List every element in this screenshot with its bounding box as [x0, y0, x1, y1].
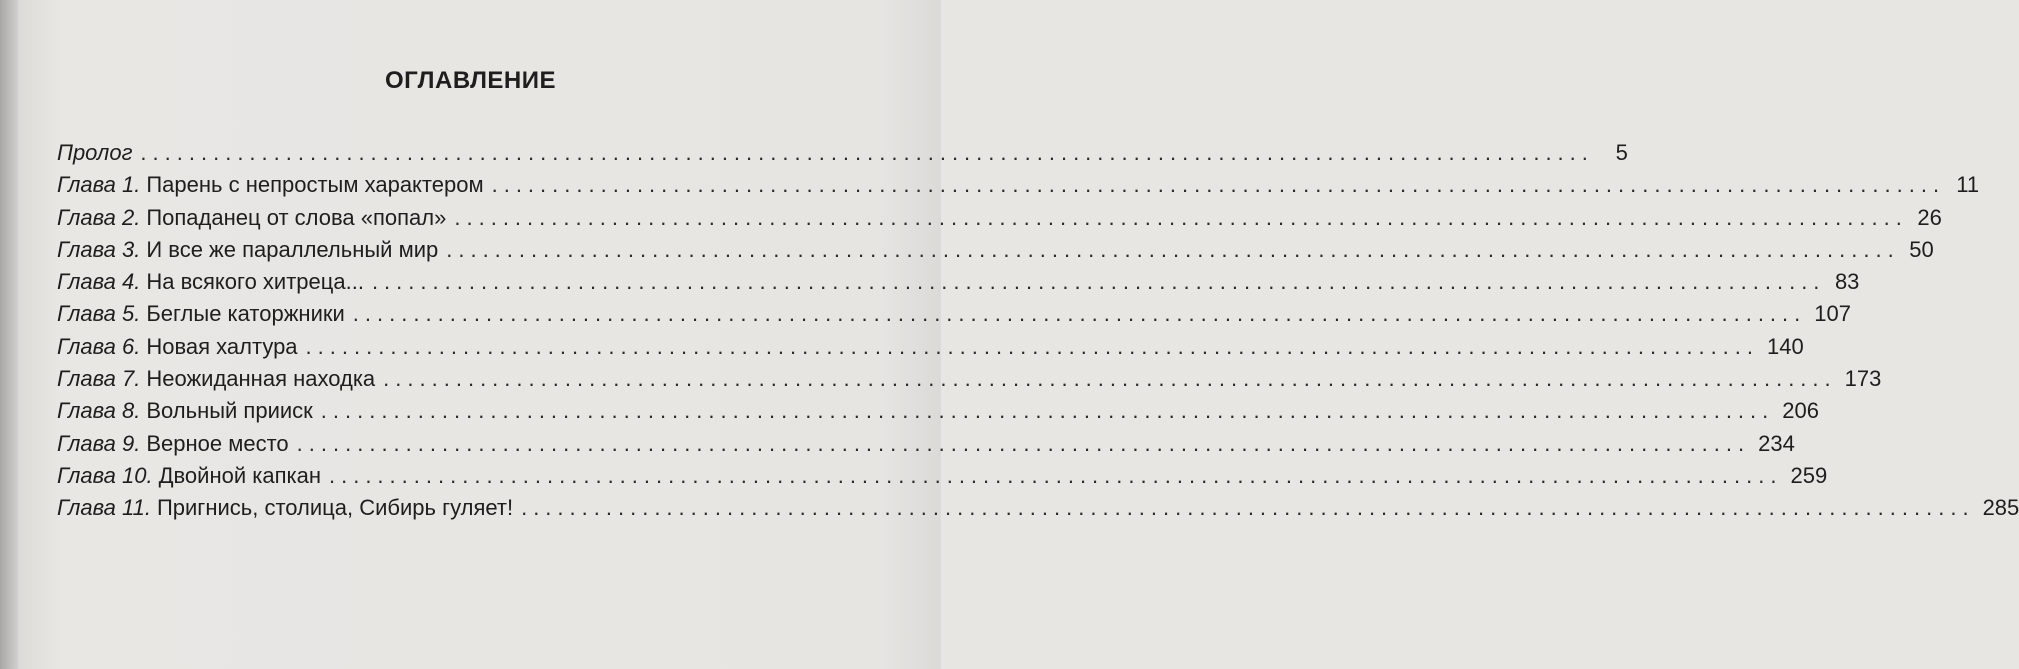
dot-leader: ........................................................................................................................: [383, 366, 1837, 392]
toc-entry-label: Глава 1.: [57, 172, 141, 198]
toc-entry-label: Пролог: [57, 140, 133, 165]
toc-entry: [57, 172, 1980, 204]
toc-entry-label: Глава 3.: [57, 236, 141, 262]
book-spine-shadow: [0, 0, 18, 669]
dot-leader: ........................................................................................................................: [352, 301, 1807, 327]
dot-leader: ........................................................................................................................: [328, 462, 1783, 488]
toc-entry-page-number: 26: [1917, 204, 1942, 230]
dot-leader: ........................................................................................................................: [296, 430, 1751, 456]
toc-entry: [57, 462, 1828, 495]
dot-leader: ........................................................................................................................: [521, 495, 1975, 521]
toc-entry-label: Глава 7.: [57, 366, 141, 392]
toc-entry-page-number: 206: [1782, 398, 1819, 424]
toc-entry-title: И все же параллельный мир: [146, 236, 439, 262]
toc-entry-title: Беглые каторжники: [146, 301, 345, 327]
toc-entry-page-number: 5: [1615, 140, 1628, 165]
toc-entry: [57, 366, 1882, 398]
toc-entry-label: Глава 6.: [57, 333, 141, 359]
toc-entry-page-number: 140: [1767, 333, 1804, 359]
toc-entry: [57, 398, 1819, 430]
toc-entry-title: Новая халтура: [146, 333, 298, 359]
toc-entry-page-number: 107: [1814, 301, 1851, 327]
dot-leader: ........................................................................................................................: [491, 172, 1946, 198]
toc-entry-page-number: 11: [1956, 172, 1980, 198]
toc-entry-page-number: 173: [1844, 366, 1882, 392]
toc-entry-title: Двойной капкан: [158, 462, 321, 488]
toc-entry-page-number: 50: [1909, 236, 1934, 262]
toc-entry-label: Глава 9.: [57, 430, 141, 456]
toc-entry: [57, 204, 1942, 237]
toc-entry-label: Глава 10.: [57, 462, 153, 488]
toc-entry-title: Верное место: [146, 430, 289, 456]
dot-leader: ........................................................................................................................: [320, 398, 1775, 424]
toc-entry-label: Глава 11.: [57, 495, 151, 521]
toc-entry-title: Парень с непростым характером: [146, 172, 484, 198]
toc-entry-page-number: 83: [1834, 269, 1860, 295]
toc-entry-page-number: 234: [1758, 430, 1795, 456]
toc-entry: [57, 495, 2019, 527]
toc-entry-label: Глава 4.: [57, 269, 141, 295]
toc-entry-title: На всякого хитреца...: [146, 269, 364, 295]
toc-entry: [57, 236, 1934, 269]
toc-entry-page-number: 259: [1790, 462, 1828, 488]
dot-leader: ........................................................................................................................: [140, 140, 1594, 165]
toc-entry: [57, 430, 1795, 463]
dot-leader: ........................................................................................................................: [305, 333, 1760, 359]
toc-entry: [57, 333, 1804, 366]
toc-entry-page-number: 285: [1982, 495, 2019, 521]
dot-leader: ........................................................................................................................: [371, 269, 1826, 295]
toc-entry: [57, 301, 1851, 333]
table-of-contents: [57, 140, 2019, 528]
page-title: ОГЛАВЛЕНИЕ: [384, 67, 557, 94]
dot-leader: ........................................................................................................................: [454, 204, 1908, 230]
dot-leader: ........................................................................................................................: [446, 236, 1900, 262]
toc-entry-label: Глава 2.: [57, 204, 141, 230]
toc-entry-label: Глава 5.: [57, 301, 141, 327]
toc-entry-title: Пригнись, столица, Сибирь гуляет!: [156, 495, 514, 521]
toc-entry: [57, 140, 1628, 172]
toc-entry: [57, 269, 1860, 301]
toc-entry-label: Глава 8.: [57, 398, 141, 424]
toc-entry-title: Попаданец от слова «попал»: [146, 204, 447, 230]
toc-entry-title: Неожиданная находка: [146, 366, 376, 392]
toc-entry-title: Вольный прииск: [146, 398, 313, 424]
